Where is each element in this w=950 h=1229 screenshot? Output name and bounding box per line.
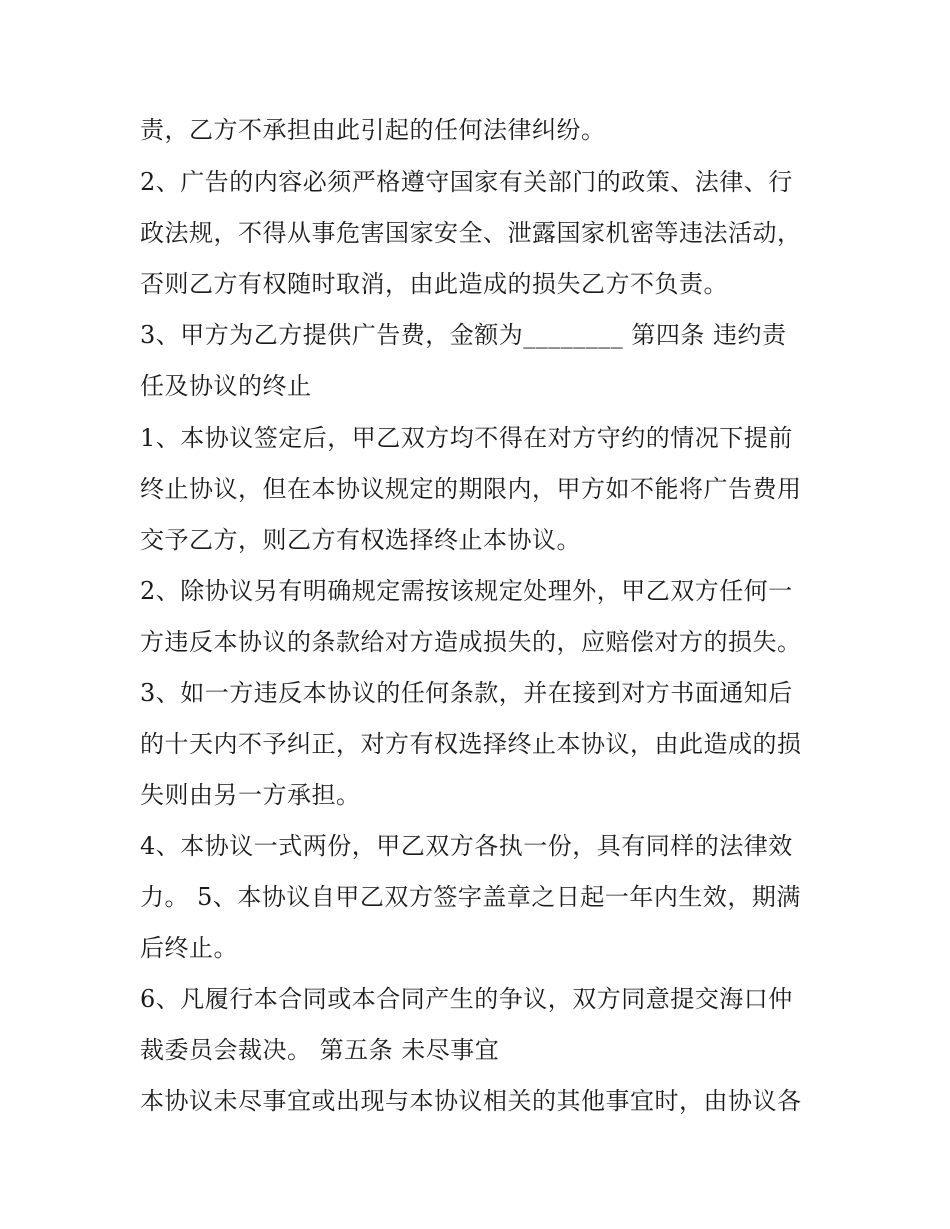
- text-line-14: 失则由另一方承担。: [140, 781, 361, 809]
- text-line-2: 2、广告的内容必须严格遵守国家有关部门的政策、法律、行: [140, 168, 793, 196]
- text-line-4: 否则乙方有权随时取消，由此造成的损失乙方不负责。: [140, 270, 728, 298]
- text-line-16: 力。 5、本协议自甲乙双方签字盖章之日起一年内生效，期满: [140, 883, 801, 911]
- text-line-9: 交予乙方，则乙方有权选择终止本协议。: [140, 526, 581, 554]
- text-line-17: 后终止。: [140, 934, 238, 962]
- text-line-19: 裁委员会裁决。 第五条 未尽事宜: [140, 1036, 500, 1064]
- text-line-13: 的十天内不予纠正，对方有权选择终止本协议，由此造成的损: [140, 730, 802, 758]
- text-line-8: 终止协议，但在本协议规定的期限内，甲方如不能将广告费用: [140, 475, 802, 503]
- text-line-18: 6、凡履行本合同或本合同产生的争议，双方同意提交海口仲: [140, 985, 793, 1013]
- text-line-15: 4、本协议一式两份，甲乙双方各执一份，具有同样的法律效: [140, 832, 793, 860]
- text-line-11: 方违反本协议的条款给对方造成损失的，应赔偿对方的损失。: [140, 628, 802, 656]
- text-line-20: 本协议未尽事宜或出现与本协议相关的其他事宜时，由协议各: [140, 1087, 802, 1115]
- text-line-3: 政法规，不得从事危害国家安全、泄露国家机密等违法活动，: [140, 219, 802, 247]
- text-line-12: 3、如一方违反本协议的任何条款，并在接到对方书面通知后: [140, 679, 793, 707]
- text-line-10: 2、除协议另有明确规定需按该规定处理外，甲乙双方任何一: [140, 577, 793, 605]
- text-line-6: 任及协议的终止: [140, 372, 312, 400]
- text-line-1: 责，乙方不承担由此引起的任何法律纠纷。: [140, 116, 606, 144]
- text-line-5: 3、甲方为乙方提供广告费，金额为________ 第四条 违约责: [140, 321, 787, 349]
- text-line-7: 1、本协议签定后，甲乙双方均不得在对方守约的情况下提前: [140, 424, 793, 452]
